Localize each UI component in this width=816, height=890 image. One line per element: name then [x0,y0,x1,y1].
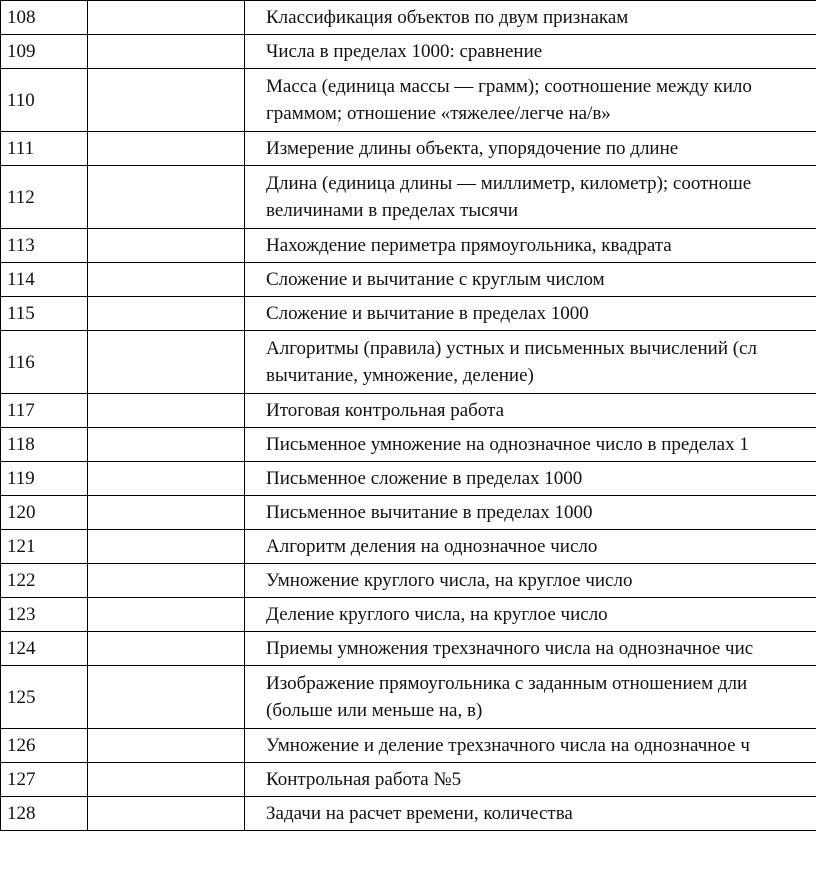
lesson-topic-line: Алгоритмы (правила) устных и письменных вычислений (сл [266,338,757,359]
table-row [1,564,816,598]
lesson-topic: Измерение длины объекта, упорядочение по длине [245,132,816,166]
date-cell [88,35,245,69]
lesson-number: 125 [1,666,88,729]
table-row [1,394,816,428]
lesson-number: 120 [1,496,88,530]
date-cell [88,729,245,763]
lesson-topic: Алгоритм деления на однозначное число [245,530,816,564]
lesson-number: 118 [1,428,88,462]
lesson-topic: Умножение круглого числа, на круглое число [245,564,816,598]
date-cell [88,462,245,496]
date-cell [88,394,245,428]
lesson-topic: Классификация объектов по двум признакам [245,1,816,35]
lesson-number: 121 [1,530,88,564]
table-row [1,462,816,496]
date-cell [88,297,245,331]
lesson-number: 109 [1,35,88,69]
lesson-number: 110 [1,69,88,132]
table-row [1,763,816,797]
lesson-number: 117 [1,394,88,428]
lesson-topic: Письменное вычитание в пределах 1000 [245,496,816,530]
date-cell [88,1,245,35]
lesson-topic: Деление круглого числа, на круглое число [245,598,816,632]
lesson-topic: Нахождение периметра прямоугольника, квадрата [245,229,816,263]
date-cell [88,263,245,297]
lesson-number: 115 [1,297,88,331]
lesson-topic: Приемы умножения трехзначного числа на однозначное чис [245,632,816,666]
lesson-number: 126 [1,729,88,763]
date-cell [88,763,245,797]
lesson-number: 111 [1,132,88,166]
lesson-topic: Умножение и деление трехзначного числа на однозначное ч [245,729,816,763]
date-cell [88,598,245,632]
lesson-topic [245,331,816,394]
lesson-topic-line: вычитание, умножение, деление) [266,365,534,386]
lesson-topic: Сложение и вычитание с круглым числом [245,263,816,297]
table-body [1,1,816,831]
lesson-number: 127 [1,763,88,797]
date-cell [88,564,245,598]
lesson-number: 116 [1,331,88,394]
table-row [1,331,816,394]
date-cell [88,166,245,229]
table-row [1,666,816,729]
lesson-topic: Контрольная работа №5 [245,763,816,797]
lesson-topic: Итоговая контрольная работа [245,394,816,428]
date-cell [88,530,245,564]
lesson-topic-line: Масса (единица массы — грамм); соотношение между кило [266,76,752,97]
table-row [1,428,816,462]
lesson-number: 119 [1,462,88,496]
table-row [1,166,816,229]
date-cell [88,132,245,166]
date-cell [88,69,245,132]
table-row [1,729,816,763]
lesson-topic-line: величинами в пределах тысячи [266,200,519,221]
lesson-topic: Задачи на расчет времени, количества [245,797,816,831]
lesson-topic [245,666,816,729]
table-row [1,69,816,132]
date-cell [88,428,245,462]
lesson-number: 124 [1,632,88,666]
lesson-topic [245,69,816,132]
lesson-topic: Письменное сложение в пределах 1000 [245,462,816,496]
table-row [1,1,816,35]
date-cell [88,331,245,394]
table-row [1,132,816,166]
lesson-number: 122 [1,564,88,598]
lesson-number: 112 [1,166,88,229]
table-row [1,797,816,831]
lesson-number: 128 [1,797,88,831]
lesson-topic-line: Длина (единица длины — миллиметр, километр); соотноше [266,173,752,194]
table-row [1,530,816,564]
date-cell [88,666,245,729]
lesson-topic: Сложение и вычитание в пределах 1000 [245,297,816,331]
date-cell [88,229,245,263]
table-row [1,229,816,263]
date-cell [88,632,245,666]
table-row [1,297,816,331]
lesson-number: 114 [1,263,88,297]
lesson-topic: Числа в пределах 1000: сравнение [245,35,816,69]
lesson-topic-line: Изображение прямоугольника с заданным отношением дли [266,673,748,694]
table-row [1,598,816,632]
lesson-topic [245,166,816,229]
date-cell [88,797,245,831]
lesson-number: 123 [1,598,88,632]
lesson-topic-line: (больше или меньше на, в) [266,700,483,721]
table-row [1,263,816,297]
date-cell [88,496,245,530]
lesson-number: 113 [1,229,88,263]
lesson-topic: Письменное умножение на однозначное число в пределах 1 [245,428,816,462]
lesson-number: 108 [1,1,88,35]
lesson-topic-line: граммом; отношение «тяжелее/легче на/в» [266,103,611,124]
table-row [1,496,816,530]
table-row [1,632,816,666]
table-row [1,35,816,69]
